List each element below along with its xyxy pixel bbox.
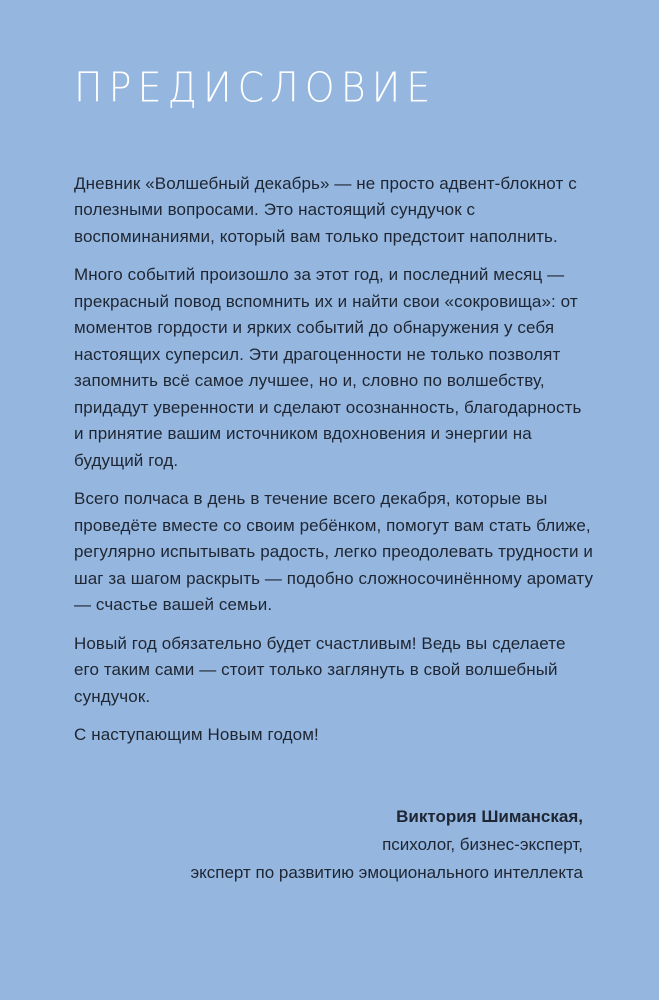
paragraph-intro: Дневник «Волшебный декабрь» — не просто адвент-блокнот с полезными вопросами. Это настоящий сундучок с воспоминаниями, который вам только предстоит наполнить. xyxy=(74,173,577,246)
author-name: Виктория Шиманская, xyxy=(396,807,583,826)
paragraph-year-events: Много событий произошло за этот год, и последний месяц — прекрасный повод вспомнить их и найти свои «сокровища»: от моментов гордости и ярких событий до обнаружения у себя настоящих суперсил. Эти драгоценности не только позволят запомнить всё самое лучшее, но и, словно по волшебству, придадут уверенности и сделают осознанность, благодарность и принятие вашим источником вдохновения и энергии на будущий год. xyxy=(74,265,582,470)
page-title: ПРЕДИСЛОВИЕ xyxy=(74,63,437,112)
paragraph-family-time: Всего полчаса в день в течение всего декабря, которые вы проведёте вместе со своим ребёнком, помогут вам стать ближе, регулярно испытывать радость, легко преодолевать трудности и шаг за шагом раскрыть — подобно сложносочинённому аромату — счастье вашей семьи. xyxy=(74,489,594,615)
author-signature xyxy=(143,803,583,887)
author-role-2: эксперт по развитию эмоционального интеллекта xyxy=(190,863,583,882)
paragraph-greeting: С наступающим Новым годом! xyxy=(74,725,319,745)
author-role-1: психолог, бизнес-эксперт, xyxy=(382,835,583,854)
preface-text xyxy=(74,171,594,749)
paragraph-new-year: Новый год обязательно будет счастливым! Ведь вы сделаете его таким сами — стоит только заглянуть в свой волшебный сундучок. xyxy=(74,633,566,706)
